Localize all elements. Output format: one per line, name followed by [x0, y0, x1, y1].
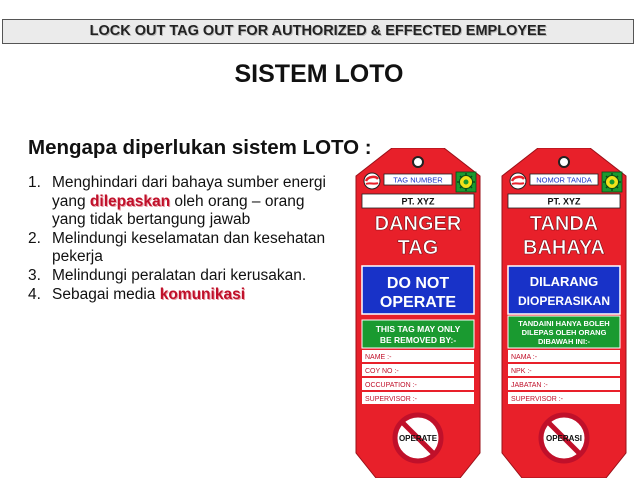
tag-hole [559, 157, 569, 167]
list-number: 3. [28, 266, 41, 284]
gear-icon [602, 172, 622, 192]
tag-headline: TAG [397, 237, 439, 259]
tag-headline: TANDA [529, 213, 599, 235]
tag-number-label: TAG NUMBER [393, 175, 443, 185]
form-field-label: NAMA :- [511, 354, 538, 361]
list-item [28, 286, 328, 305]
removal-notice-text: TANDAINI HANYA BOLEH [518, 319, 610, 328]
list-text: Menghindari dari bahaya sumber energi yang [52, 174, 326, 210]
form-field-label: NAME :- [365, 354, 392, 361]
highlight-text: komunikasi [159, 285, 245, 303]
loto-tags-illustration [340, 148, 638, 478]
warning-text: DILARANG [529, 274, 599, 289]
form-field-label: OCCUPATION :- [365, 382, 417, 389]
header-bar [2, 19, 634, 44]
list-text: Sebagai media [52, 285, 160, 303]
list-text: Melindungi keselamatan dan kesehatan pekerja [52, 229, 326, 266]
removal-notice-text: DIBAWAH INI:- [537, 337, 591, 346]
tag-headline: DANGER [374, 213, 462, 235]
company-name: PT. XYZ [547, 196, 581, 207]
form-field-label: SUPERVISOR :- [511, 396, 563, 403]
removal-notice-text: THIS TAG MAY ONLY [375, 324, 461, 334]
prohibition-text: OPERASI [545, 434, 583, 443]
brand-logo-icon [510, 173, 526, 189]
header-title: LOCK OUT TAG OUT FOR AUTHORIZED & EFFECTED EMPLOYEE [89, 23, 547, 39]
page-title: SISTEM LOTO [234, 60, 404, 88]
list-item [28, 267, 328, 286]
warning-text: DO NOT [386, 275, 450, 292]
list-item [28, 230, 328, 267]
highlight-text: dilepaskan [89, 192, 171, 210]
gear-icon [456, 172, 476, 192]
prohibition-text: OPERATE [398, 434, 438, 443]
tag-hole [413, 157, 423, 167]
tag-number-label: NOMOR TANDA [536, 175, 592, 185]
brand-logo-icon [364, 173, 380, 189]
danger-tag-english [356, 148, 480, 478]
list-number: 4. [28, 285, 41, 303]
reasons-list [28, 174, 328, 304]
tag-headline: BAHAYA [523, 237, 605, 259]
removal-notice-text: DILEPAS OLEH ORANG [521, 328, 607, 337]
warning-text: OPERATE [379, 294, 457, 311]
list-number: 2. [28, 229, 41, 247]
form-field-label: NPK :- [511, 368, 532, 375]
list-number: 1. [28, 174, 41, 191]
list-text: oleh orang – orang yang tidak bertangung jawab [52, 192, 305, 229]
list-item [28, 174, 328, 230]
removal-notice-text: BE REMOVED BY:- [379, 335, 457, 345]
list-text: Melindungi peralatan dari kerusakan. [52, 266, 307, 284]
company-name: PT. XYZ [401, 196, 435, 207]
danger-tag-indonesian [502, 148, 626, 478]
form-field-label: JABATAN :- [511, 382, 548, 389]
page-subtitle: Mengapa diperlukan sistem LOTO : [28, 136, 372, 159]
warning-text: DIOPERASIKAN [517, 294, 611, 308]
form-field-label: COY NO :- [365, 368, 399, 375]
form-field-label: SUPERVISOR :- [365, 396, 417, 403]
